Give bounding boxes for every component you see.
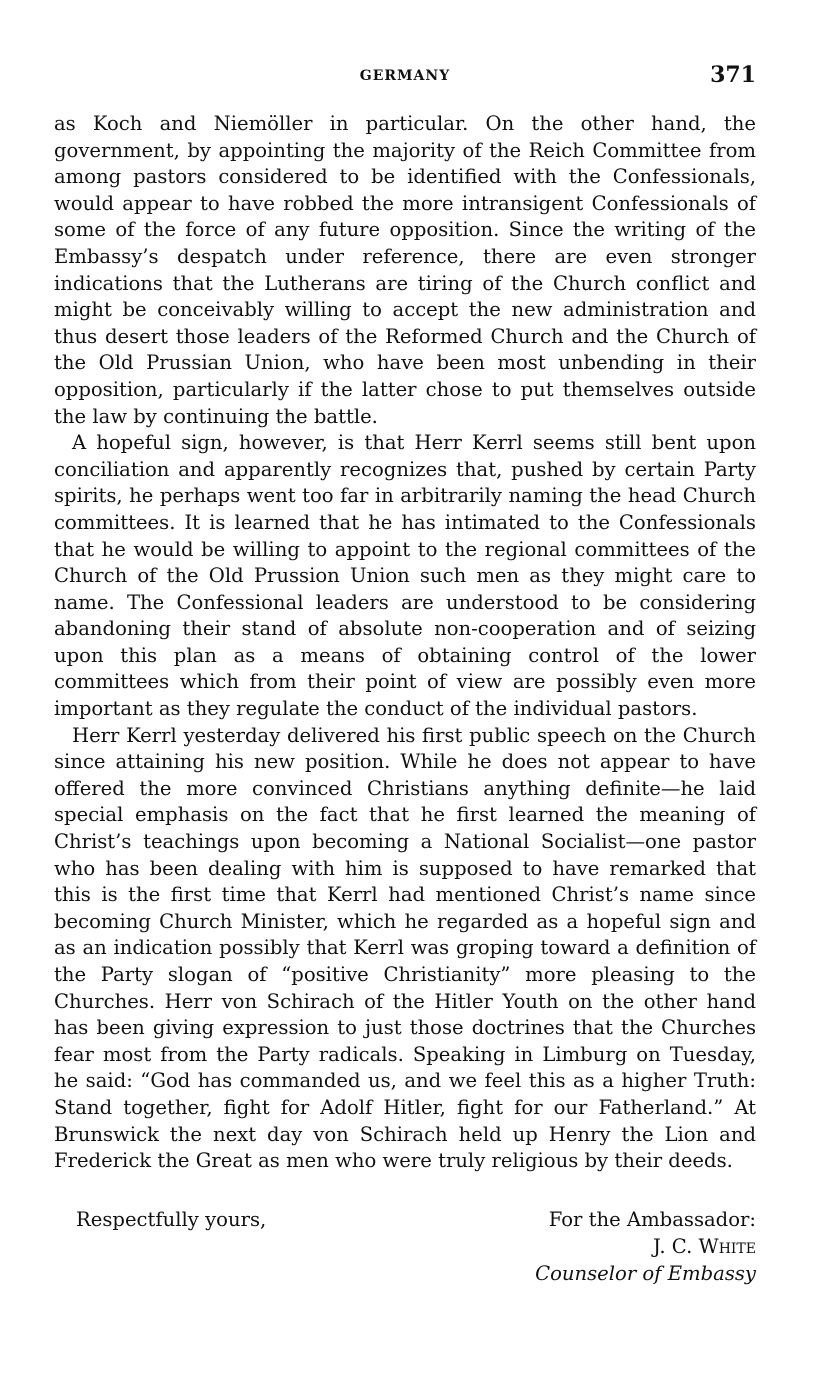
salutation: Respectfully yours, [76, 1208, 267, 1231]
signer-name: J. C. White [653, 1235, 756, 1258]
signature-block [535, 1206, 756, 1287]
signer-title: Counselor of Embassy [535, 1262, 756, 1285]
page-number: 371 [710, 62, 756, 88]
paragraph-3: Herr Kerrl yesterday delivered his first public speech on the Church since attaining his new position. While he does not appear to have offered the more convinced Christians anything definite—he laid special emphasis on the fact that he first learned the meaning of Christ’s teachings upon becoming a National Socialist—one pastor who has been dealing with him is supposed to have remarked that this is the first time that Kerrl had mentioned Christ’s name since becoming Church Minister, which he regarded as a hopeful sign and as an indication possibly that Kerrl was groping toward a definition of the Party slogan of “positive Christianity” more pleasing to the Churches. Herr von Schirach of the Hitler Youth on the other hand has been giving expression to just those doctrines that the Churches fear most from the Party radicals. Speaking in Limburg on Tuesday, he said: “God has commanded us, and we feel this as a higher Truth: Stand together, fight for Adolf Hitler, fight for our Fatherland.” At Brunswick the next day von Schirach held up Henry the Lion and Frederick the Great as men who were truly religious by their deeds. [54, 723, 756, 1173]
paragraph-2: A hopeful sign, however, is that Herr Kerrl seems still bent upon conciliation and apparently recognizes that, pushed by certain Party spirits, he perhaps went too far in arbitrarily naming the head Church committees. It is learned that he has intimated to the Confessionals that he would be willing to appoint to the regional committees of the Church of the Old Prussion Union such men as they might care to name. The Confessional leaders are understood to be considering abandoning their stand of absolute non-cooperation and of seizing upon this plan as a means of obtaining control of the lower committees which from their point of view are possibly even more important as they regulate the conduct of the individual pastors. [54, 431, 756, 721]
for-ambassador-line: For the Ambassador: [548, 1208, 756, 1231]
running-head: GERMANY [359, 68, 451, 84]
paragraph-1: as Koch and Niemöller in particular. On the other hand, the government, by appointing the majority of the Reich Committee from among pastors considered to be identified with the Confessionals, would appear to have robbed the more intransigent Confessionals of some of the force of any future opposition. Since the writing of the Embassy’s despatch under reference, there are even stronger indications that the Lutherans are tiring of the Church conflict and might be conceivably willing to accept the new administration and thus desert those leaders of the Reformed Church and the Church of the Old Prussian Union, who have been most unbending in their opposition, particularly if the latter chose to put themselves outside the law by continuing the battle. [54, 112, 756, 428]
page-header [54, 62, 756, 92]
body-text [54, 111, 756, 1175]
